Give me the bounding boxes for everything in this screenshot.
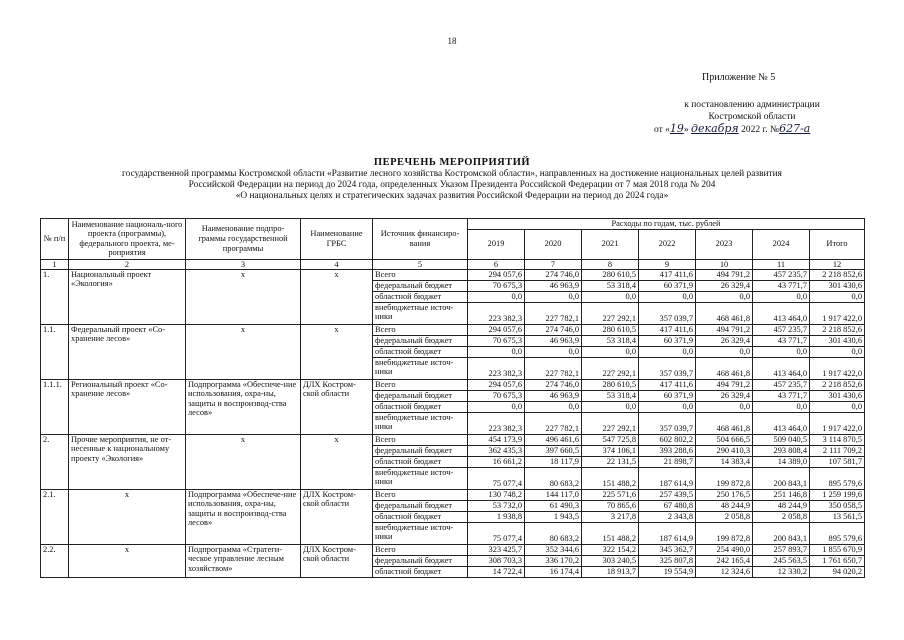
cell-value: 80 683,2: [525, 522, 582, 544]
cell-value: 18 117,9: [525, 456, 582, 467]
cell-value: 53 318,4: [582, 335, 639, 346]
cell-value: 227 782,1: [525, 357, 582, 379]
cell-value: 457 235,7: [753, 324, 810, 335]
cell-value: 46 963,9: [525, 390, 582, 401]
column-number: 4: [301, 259, 373, 269]
source-regional: областной бюджет: [373, 456, 468, 467]
cell-value: 280 610,5: [582, 269, 639, 280]
table-row: [41, 324, 865, 335]
cell-value: 70 675,3: [468, 280, 525, 291]
cell-value: 16 661,2: [468, 456, 525, 467]
cell-value: 457 235,7: [753, 269, 810, 280]
cell-value: 0,0: [696, 291, 753, 302]
subprogram-name: Подпрограмма «Стратеги-ческое управление лесным хозяйством»: [186, 544, 301, 577]
cell-value: 0,0: [639, 291, 696, 302]
cell-value: 16 174,4: [525, 566, 582, 577]
cell-value: 18 913,7: [582, 566, 639, 577]
decree-year: 2022 г. №: [738, 125, 780, 135]
cell-value: 61 490,3: [525, 500, 582, 511]
source-regional: областной бюджет: [373, 291, 468, 302]
cell-value: 14 383,4: [696, 456, 753, 467]
decree-reference: [652, 100, 852, 137]
cell-value: 200 843,1: [753, 522, 810, 544]
grbs-name: х: [301, 269, 373, 324]
cell-value: 413 464,0: [753, 357, 810, 379]
cell-value: 0,0: [582, 346, 639, 357]
cell-value: 2 058,8: [753, 511, 810, 522]
decree-day: 19: [669, 122, 684, 135]
cell-total: 301 430,6: [810, 390, 865, 401]
cell-value: 274 746,0: [525, 379, 582, 390]
cell-total: 1 917 422,0: [810, 412, 865, 434]
document-subtitle: [40, 169, 864, 203]
cell-value: 12 324,6: [696, 566, 753, 577]
grbs-name: ДЛХ Костром-ской области: [301, 379, 373, 434]
cell-value: 0,0: [753, 401, 810, 412]
cell-value: 0,0: [696, 401, 753, 412]
cell-value: 14 389,0: [753, 456, 810, 467]
cell-value: 547 725,8: [582, 434, 639, 445]
column-number: 1: [41, 259, 69, 269]
cell-value: 22 131,5: [582, 456, 639, 467]
cell-value: 0,0: [525, 401, 582, 412]
header-year: 2023: [696, 229, 753, 259]
cell-value: 43 771,7: [753, 280, 810, 291]
source-federal: федеральный бюджет: [373, 500, 468, 511]
source-extra: внебюджетные источ-ники: [373, 357, 468, 379]
cell-value: 227 292,1: [582, 302, 639, 324]
cell-value: 26 329,4: [696, 280, 753, 291]
column-number: 8: [582, 259, 639, 269]
measures-table: [40, 218, 865, 578]
cell-value: 245 563,5: [753, 555, 810, 566]
cell-total: 3 114 870,5: [810, 434, 865, 445]
source-total: Всего: [373, 434, 468, 445]
cell-value: 352 344,6: [525, 544, 582, 555]
cell-value: 0,0: [468, 401, 525, 412]
table-row: [41, 434, 865, 445]
header-source: Источник финансиро-вания: [373, 219, 468, 260]
cell-value: 357 039,7: [639, 412, 696, 434]
cell-value: 227 782,1: [525, 302, 582, 324]
grbs-name: х: [301, 324, 373, 379]
decree-line-1: к постановлению администрации: [684, 100, 820, 110]
subprogram-name: х: [186, 434, 301, 489]
cell-value: 374 106,1: [582, 445, 639, 456]
cell-total: 0,0: [810, 346, 865, 357]
cell-value: 325 807,8: [639, 555, 696, 566]
cell-value: 345 362,7: [639, 544, 696, 555]
decree-month: декабря: [691, 122, 739, 135]
cell-value: 417 411,6: [639, 324, 696, 335]
cell-value: 468 461,8: [696, 302, 753, 324]
table-row: [41, 379, 865, 390]
cell-total: 1 917 422,0: [810, 357, 865, 379]
table-row: [41, 489, 865, 500]
cell-value: 75 077,4: [468, 522, 525, 544]
column-number: 9: [639, 259, 696, 269]
cell-total: 350 058,5: [810, 500, 865, 511]
cell-value: 290 410,3: [696, 445, 753, 456]
cell-total: 2 218 852,6: [810, 324, 865, 335]
cell-value: 0,0: [753, 291, 810, 302]
cell-value: 468 461,8: [696, 412, 753, 434]
cell-value: 294 057,6: [468, 324, 525, 335]
source-extra: внебюджетные источ-ники: [373, 302, 468, 324]
cell-value: 223 382,3: [468, 302, 525, 324]
cell-value: 274 746,0: [525, 324, 582, 335]
cell-value: 509 040,5: [753, 434, 810, 445]
source-regional: областной бюджет: [373, 511, 468, 522]
decree-date-line: [652, 123, 852, 137]
cell-value: 60 371,9: [639, 335, 696, 346]
cell-value: 257 439,5: [639, 489, 696, 500]
cell-value: 227 782,1: [525, 412, 582, 434]
cell-value: 1 943,5: [525, 511, 582, 522]
cell-value: 70 675,3: [468, 335, 525, 346]
column-number: 5: [373, 259, 468, 269]
cell-value: 43 771,7: [753, 335, 810, 346]
cell-value: 417 411,6: [639, 379, 696, 390]
cell-value: 242 165,4: [696, 555, 753, 566]
header-grbs: Наименование ГРБС: [301, 219, 373, 260]
cell-value: 67 480,8: [639, 500, 696, 511]
cell-value: 308 703,3: [468, 555, 525, 566]
cell-value: 46 963,9: [525, 280, 582, 291]
cell-value: 187 614,9: [639, 522, 696, 544]
header-total: Итого: [810, 229, 865, 259]
cell-value: 43 771,7: [753, 390, 810, 401]
cell-total: 2 111 709,2: [810, 445, 865, 456]
row-number: 2.1.: [41, 489, 69, 544]
cell-value: 80 683,2: [525, 467, 582, 489]
subtitle-line-2: Российской Федерации на период до 2024 года, определенных Указом Президента Российской Федерации от 7 мая 2018 года № 204: [188, 180, 716, 191]
source-total: Всего: [373, 269, 468, 280]
cell-value: 2 058,8: [696, 511, 753, 522]
cell-value: 280 610,5: [582, 379, 639, 390]
cell-value: 151 488,2: [582, 522, 639, 544]
header-year: 2021: [582, 229, 639, 259]
header-year: 2022: [639, 229, 696, 259]
project-name: Прочие мероприятия, не от-несенные к национальному проекту «Экология»: [69, 434, 186, 489]
cell-value: 454 173,9: [468, 434, 525, 445]
cell-value: 496 461,6: [525, 434, 582, 445]
cell-value: 0,0: [582, 291, 639, 302]
cell-value: 251 146,8: [753, 489, 810, 500]
cell-value: 227 292,1: [582, 357, 639, 379]
source-regional: областной бюджет: [373, 401, 468, 412]
cell-value: 413 464,0: [753, 412, 810, 434]
page-number: 18: [447, 36, 457, 46]
cell-value: 254 490,0: [696, 544, 753, 555]
project-name: Региональный проект «Со-хранение лесов»: [69, 379, 186, 434]
project-name: Федеральный проект «Со-хранение лесов»: [69, 324, 186, 379]
cell-value: 323 425,7: [468, 544, 525, 555]
cell-total: 1 855 670,9: [810, 544, 865, 555]
cell-value: 3 217,8: [582, 511, 639, 522]
source-regional: областной бюджет: [373, 566, 468, 577]
cell-value: 397 660,5: [525, 445, 582, 456]
header-expenses: Расходы по годам, тыс. рублей: [468, 219, 865, 230]
cell-value: 70 675,3: [468, 390, 525, 401]
cell-total: 13 561,5: [810, 511, 865, 522]
cell-value: 417 411,6: [639, 269, 696, 280]
cell-value: 60 371,9: [639, 390, 696, 401]
decree-from: от «: [654, 125, 670, 135]
source-federal: федеральный бюджет: [373, 390, 468, 401]
cell-total: 895 579,6: [810, 467, 865, 489]
subprogram-name: Подпрограмма «Обеспече-ние использования, охра-ны, защиты и воспроизвод-ства лесов»: [186, 489, 301, 544]
source-federal: федеральный бюджет: [373, 335, 468, 346]
cell-value: 48 244,9: [753, 500, 810, 511]
cell-value: 53 732,0: [468, 500, 525, 511]
cell-value: 223 382,3: [468, 412, 525, 434]
cell-value: 504 666,5: [696, 434, 753, 445]
cell-value: 280 610,5: [582, 324, 639, 335]
cell-value: 14 722,4: [468, 566, 525, 577]
cell-value: 362 435,3: [468, 445, 525, 456]
cell-total: 301 430,6: [810, 335, 865, 346]
decree-line-2: Костромской области: [708, 111, 796, 122]
cell-value: 53 318,4: [582, 280, 639, 291]
subprogram-name: Подпрограмма «Обеспече-ние использования, охра-ны, защиты и воспроизвод-ства лесов»: [186, 379, 301, 434]
table-row: [41, 544, 865, 555]
cell-value: 0,0: [525, 346, 582, 357]
cell-value: 200 843,1: [753, 467, 810, 489]
column-number: 12: [810, 259, 865, 269]
cell-value: 0,0: [468, 291, 525, 302]
source-federal: федеральный бюджет: [373, 445, 468, 456]
column-number: 2: [69, 259, 186, 269]
column-number: 11: [753, 259, 810, 269]
header-project: Наименование националь-ного проекта (программы), федерального проекта, ме-роприятия: [69, 219, 186, 260]
cell-total: 2 218 852,6: [810, 379, 865, 390]
column-number: 7: [525, 259, 582, 269]
source-total: Всего: [373, 379, 468, 390]
row-number: 1.1.: [41, 324, 69, 379]
subprogram-name: х: [186, 269, 301, 324]
cell-value: 250 176,5: [696, 489, 753, 500]
cell-value: 494 791,2: [696, 269, 753, 280]
table-row: [41, 269, 865, 280]
source-extra: внебюджетные источ-ники: [373, 467, 468, 489]
cell-total: 2 218 852,6: [810, 269, 865, 280]
cell-value: 602 802,2: [639, 434, 696, 445]
cell-total: 0,0: [810, 401, 865, 412]
cell-value: 26 329,4: [696, 335, 753, 346]
subtitle-line-3: «О национальных целях и стратегических задачах развития Российской Федерации на период до 2024 года»: [235, 191, 669, 202]
project-name: х: [69, 489, 186, 544]
cell-value: 75 077,4: [468, 467, 525, 489]
grbs-name: ДЛХ Костром-ской области: [301, 544, 373, 577]
cell-value: 0,0: [582, 401, 639, 412]
cell-value: 19 554,9: [639, 566, 696, 577]
cell-total: 1 259 199,6: [810, 489, 865, 500]
source-total: Всего: [373, 489, 468, 500]
cell-value: 60 371,9: [639, 280, 696, 291]
cell-value: 413 464,0: [753, 302, 810, 324]
cell-total: 107 581,7: [810, 456, 865, 467]
cell-value: 151 488,2: [582, 467, 639, 489]
header-year: 2024: [753, 229, 810, 259]
cell-value: 70 865,6: [582, 500, 639, 511]
cell-value: 357 039,7: [639, 357, 696, 379]
cell-value: 0,0: [468, 346, 525, 357]
appendix-label: Приложение № 5: [702, 72, 776, 83]
cell-value: 494 791,2: [696, 324, 753, 335]
cell-value: 26 329,4: [696, 390, 753, 401]
cell-value: 187 614,9: [639, 467, 696, 489]
source-extra: внебюджетные источ-ники: [373, 522, 468, 544]
cell-value: 2 343,8: [639, 511, 696, 522]
source-federal: федеральный бюджет: [373, 555, 468, 566]
row-number: 2.: [41, 434, 69, 489]
cell-value: 0,0: [696, 346, 753, 357]
cell-value: 12 330,2: [753, 566, 810, 577]
cell-value: 294 057,6: [468, 379, 525, 390]
subtitle-line-1: государственной программы Костромской области «Развитие лесного хозяйства Костромской области», направленных на достижение национальных целей развития: [122, 169, 782, 179]
cell-value: 225 571,6: [582, 489, 639, 500]
cell-value: 257 893,7: [753, 544, 810, 555]
source-total: Всего: [373, 324, 468, 335]
cell-value: 199 872,8: [696, 467, 753, 489]
decree-number: 627-а: [779, 122, 811, 135]
subprogram-name: х: [186, 324, 301, 379]
cell-value: 0,0: [639, 401, 696, 412]
cell-value: 322 154,2: [582, 544, 639, 555]
source-total: Всего: [373, 544, 468, 555]
cell-value: 393 288,6: [639, 445, 696, 456]
row-number: 1.: [41, 269, 69, 324]
cell-value: 468 461,8: [696, 357, 753, 379]
cell-value: 21 898,7: [639, 456, 696, 467]
source-regional: областной бюджет: [373, 346, 468, 357]
cell-value: 1 938,8: [468, 511, 525, 522]
cell-value: 199 872,8: [696, 522, 753, 544]
grbs-name: ДЛХ Костром-ской области: [301, 489, 373, 544]
cell-value: 48 244,9: [696, 500, 753, 511]
header-no: № п/п: [41, 219, 69, 260]
cell-total: 895 579,6: [810, 522, 865, 544]
cell-value: 0,0: [753, 346, 810, 357]
source-extra: внебюджетные источ-ники: [373, 412, 468, 434]
cell-value: 494 791,2: [696, 379, 753, 390]
cell-value: 303 240,5: [582, 555, 639, 566]
source-federal: федеральный бюджет: [373, 280, 468, 291]
column-number: 10: [696, 259, 753, 269]
decree-mid: »: [683, 125, 692, 135]
grbs-name: х: [301, 434, 373, 489]
cell-value: 144 117,0: [525, 489, 582, 500]
cell-total: 1 917 422,0: [810, 302, 865, 324]
row-number: 1.1.1.: [41, 379, 69, 434]
cell-value: 227 292,1: [582, 412, 639, 434]
column-number: 3: [186, 259, 301, 269]
project-name: х: [69, 544, 186, 577]
cell-total: 94 020,2: [810, 566, 865, 577]
cell-value: 294 057,6: [468, 269, 525, 280]
header-year: 2019: [468, 229, 525, 259]
cell-value: 274 746,0: [525, 269, 582, 280]
cell-value: 357 039,7: [639, 302, 696, 324]
cell-value: 53 318,4: [582, 390, 639, 401]
cell-value: 0,0: [525, 291, 582, 302]
cell-value: 293 808,4: [753, 445, 810, 456]
header-subprogram: Наименование подпро-граммы государственной программы: [186, 219, 301, 260]
header-year: 2020: [525, 229, 582, 259]
cell-value: 0,0: [639, 346, 696, 357]
project-name: Национальный проект «Экология»: [69, 269, 186, 324]
row-number: 2.2.: [41, 544, 69, 577]
cell-value: 223 382,3: [468, 357, 525, 379]
cell-value: 130 748,2: [468, 489, 525, 500]
column-number: 6: [468, 259, 525, 269]
cell-total: 0,0: [810, 291, 865, 302]
cell-total: 301 430,6: [810, 280, 865, 291]
cell-value: 336 170,2: [525, 555, 582, 566]
cell-total: 1 761 650,7: [810, 555, 865, 566]
cell-value: 46 963,9: [525, 335, 582, 346]
cell-value: 457 235,7: [753, 379, 810, 390]
document-title: ПЕРЕЧЕНЬ МЕРОПРИЯТИЙ: [373, 157, 531, 168]
